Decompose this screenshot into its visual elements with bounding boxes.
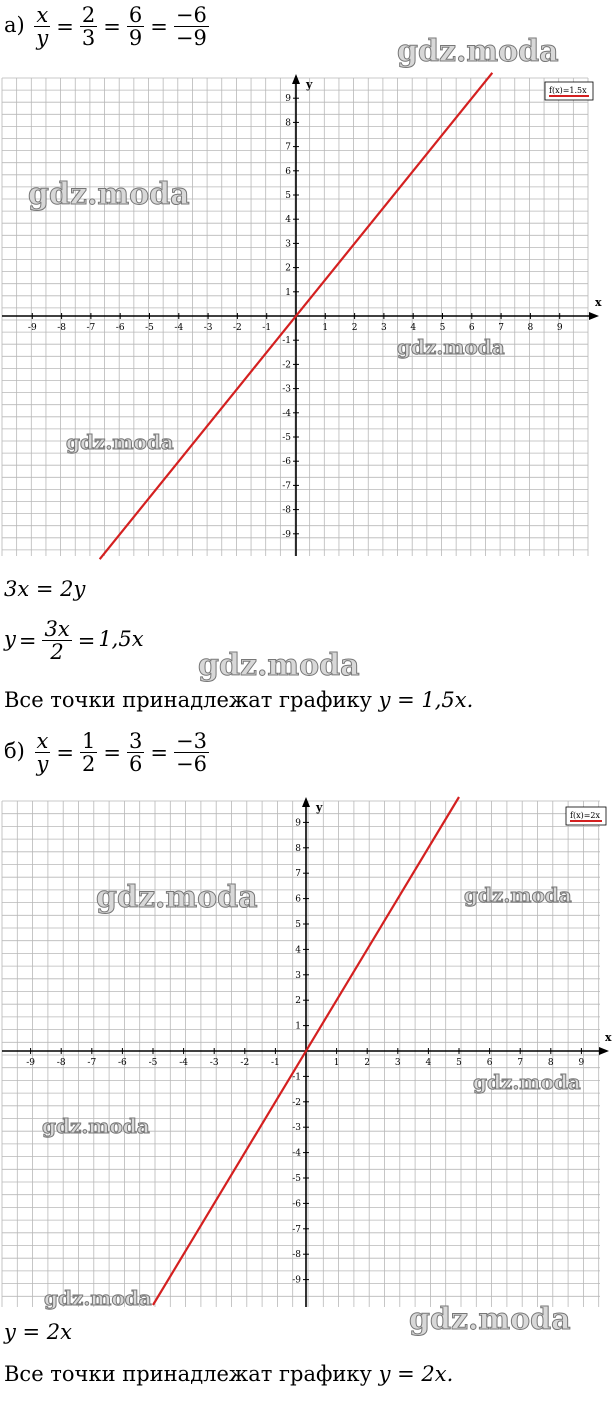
x-tick-label: -3 [203, 323, 213, 333]
x-tick-label: 5 [456, 1058, 462, 1068]
x-tick-label: -6 [115, 323, 125, 333]
chart-b [0, 795, 612, 1315]
y-tick-label: 4 [285, 215, 291, 226]
y-tick-label: 3 [285, 239, 291, 250]
x-tick-label: -9 [26, 1058, 35, 1068]
chart-a [0, 70, 612, 560]
x-tick-label: -3 [209, 1058, 219, 1068]
y-tick-label: 3 [295, 970, 301, 981]
x-tick-label: -8 [56, 1058, 66, 1068]
x-tick-label: 6 [486, 1058, 493, 1068]
y-tick-label: -6 [282, 457, 291, 468]
x-tick-label: 8 [527, 323, 534, 333]
y-tick-label: -3 [292, 1123, 301, 1134]
y-tick-label: 5 [295, 920, 301, 930]
watermark: gdz.moda [397, 335, 505, 359]
x-axis-label: x [605, 1031, 612, 1044]
watermark: gdz.moda [464, 883, 572, 907]
y-tick-label: 1 [295, 1021, 301, 1032]
y-tick-label: 1 [285, 287, 291, 298]
x-tick-label: 9 [578, 1058, 585, 1068]
y-tick-label: -2 [292, 1097, 301, 1108]
y-tick-label: 8 [295, 843, 301, 854]
y-tick-label: -4 [292, 1148, 301, 1159]
x-tick-label: 7 [498, 323, 504, 333]
watermark: gdz.moda [96, 880, 258, 915]
watermark: gdz.moda [198, 648, 360, 683]
y-tick-label: 2 [285, 263, 291, 274]
frac-neg6-neg9: $\frac{-6}{-9}$ [175, 3, 207, 51]
x-tick-label: -4 [179, 1058, 188, 1068]
y-tick-label: 6 [285, 166, 291, 177]
x-tick-label: 2 [351, 323, 358, 333]
x-axis-arrow [599, 1047, 609, 1055]
y-tick-label: 9 [295, 818, 301, 829]
part-a-label: а) [4, 13, 25, 38]
x-tick-label: -4 [174, 323, 184, 333]
y-tick-label: -1 [292, 1072, 301, 1083]
y-tick-label: 2 [295, 996, 301, 1007]
y-tick-label: -7 [282, 481, 291, 492]
watermark: gdz.moda [473, 1070, 581, 1094]
y-tick-label: -7 [292, 1224, 301, 1235]
x-tick-label: -5 [148, 1058, 158, 1068]
part-b-label: б) [4, 739, 25, 764]
x-tick-label: 5 [439, 323, 446, 333]
x-tick-label: -7 [87, 1058, 97, 1068]
y-tick-label: -8 [282, 505, 291, 516]
y-tick-label: -4 [282, 408, 291, 419]
legend-label: f(x)=1.5x [549, 86, 587, 95]
y-tick-label: -5 [282, 433, 291, 443]
x-tick-label: -2 [233, 323, 242, 333]
x-tick-label: 8 [547, 1058, 554, 1068]
legend [566, 807, 606, 825]
y-axis-arrow [302, 797, 310, 807]
x-axis-arrow [589, 312, 599, 320]
x-tick-label: 1 [333, 1058, 340, 1068]
x-tick-label: -2 [240, 1058, 250, 1068]
y-tick-label: 7 [295, 869, 301, 880]
y-tick-label: -8 [292, 1250, 301, 1261]
watermark: gdz.moda [66, 430, 174, 454]
y-tick-label: -2 [282, 360, 291, 371]
frac-6-9: $\frac{6}{9}$ [128, 3, 143, 51]
y-tick-label: -6 [292, 1199, 301, 1210]
watermark: gdz.moda [397, 34, 559, 69]
y-tick-label: -5 [292, 1174, 301, 1184]
y-tick-label: 6 [295, 894, 301, 905]
frac-2-3: $\frac{2}{3}$ [81, 3, 96, 51]
y-tick-label: 9 [285, 94, 291, 105]
x-tick-label: -5 [145, 323, 154, 333]
y-tick-label: -1 [282, 336, 291, 347]
x-tick-label: 2 [364, 1058, 371, 1068]
x-tick-label: 1 [322, 323, 329, 333]
watermark: gdz.moda [409, 1302, 571, 1337]
part-b-conclusion: Все точки принадлежат графику y = 2x. [4, 1362, 454, 1386]
part-a-equation: 3x = 2y [4, 577, 86, 601]
x-tick-label: -9 [27, 323, 37, 333]
x-tick-label: 3 [394, 1058, 401, 1068]
x-tick-label: 4 [410, 323, 417, 333]
legend [545, 82, 593, 100]
part-b-equation: y = 2x [4, 1320, 73, 1344]
x-tick-label: -1 [271, 1058, 280, 1068]
y-axis-label: y [316, 801, 323, 814]
x-tick-label: 6 [468, 323, 475, 333]
x-tick-label: 4 [425, 1058, 432, 1068]
y-tick-label: 4 [295, 945, 301, 956]
x-tick-label: 7 [517, 1058, 524, 1068]
part-a-step: y = $\frac{3x}{2}$ = 1,5x [4, 617, 144, 665]
y-axis-arrow [292, 74, 300, 84]
y-tick-label: 7 [285, 142, 291, 153]
part-a-conclusion: Все точки принадлежат графику y = 1,5x. [4, 688, 474, 712]
part-a-ratio: а) $\frac{x}{y}$ = $\frac{2}{3}$ = $\frac{6}{9}$ = $\frac{-6}{-9}$ [4, 3, 207, 51]
y-axis-label: y [306, 78, 313, 91]
y-tick-label: -9 [292, 1275, 301, 1286]
y-tick-label: 8 [285, 118, 291, 129]
x-tick-label: 3 [381, 323, 387, 333]
x-tick-label: -8 [57, 323, 66, 333]
y-tick-label: -3 [282, 384, 291, 395]
watermark: gdz.moda [42, 1114, 150, 1138]
part-b-ratio: б) $\frac{x}{y}$ = $\frac{1}{2}$ = $\frac{3}{6}$ = $\frac{-3}{-6}$ [4, 729, 207, 777]
x-tick-label: -1 [262, 323, 272, 333]
watermark: gdz.moda [28, 177, 190, 212]
x-axis-label: x [595, 296, 602, 309]
watermark: gdz.moda [44, 1286, 152, 1310]
x-tick-label: -6 [118, 1058, 127, 1068]
x-tick-label: 9 [556, 323, 563, 333]
x-tick-label: -7 [86, 323, 96, 333]
y-tick-label: 5 [285, 191, 291, 201]
legend-label: f(x)=2x [570, 811, 601, 820]
frac-x-y: $\frac{x}{y}$ [36, 3, 49, 51]
y-tick-label: -9 [282, 529, 291, 540]
